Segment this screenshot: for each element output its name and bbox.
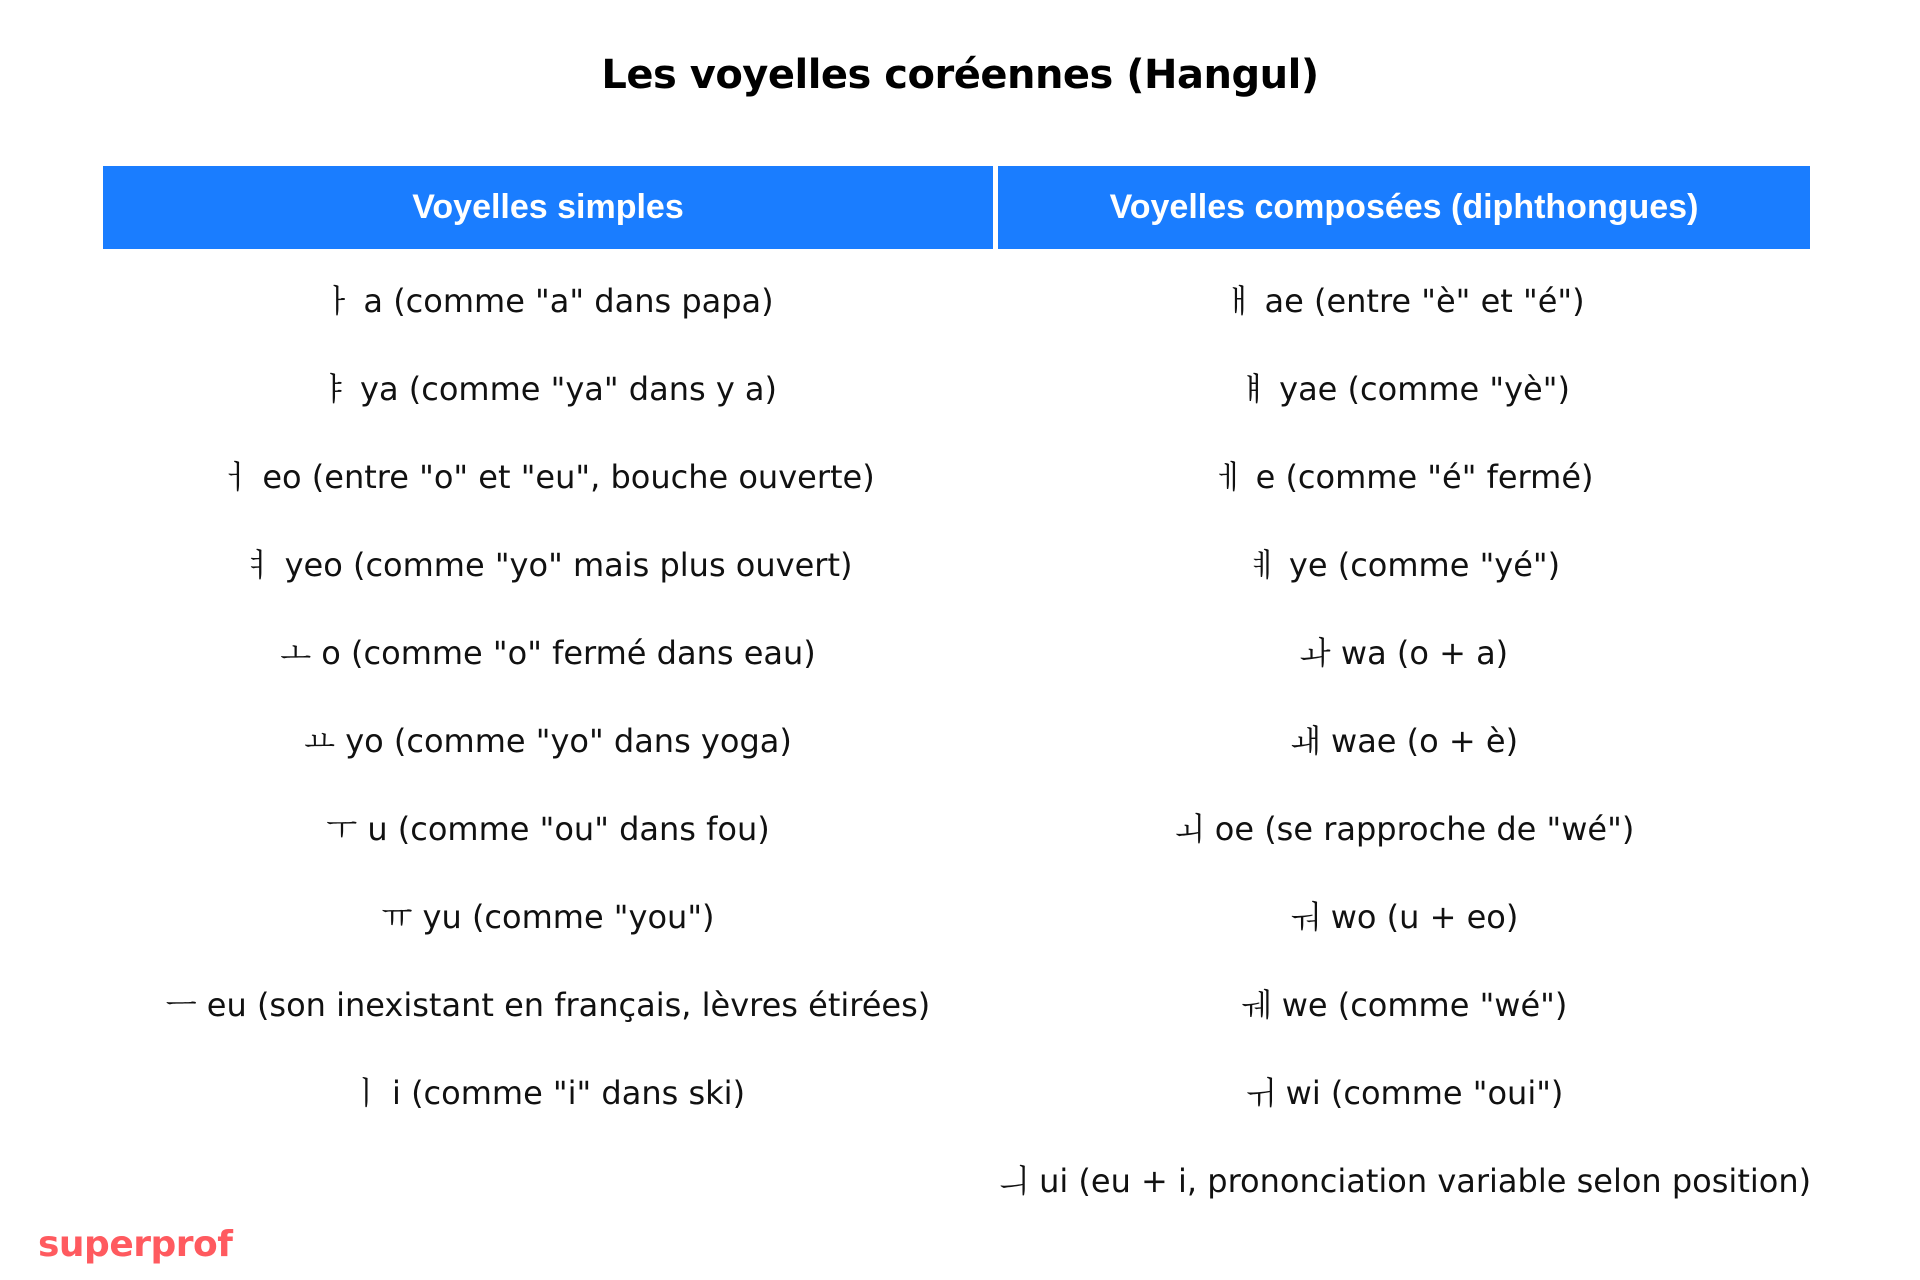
table-header-row (103, 166, 1810, 249)
compound-vowel-cell: ㅖ ye (comme "yé") (1247, 546, 1561, 584)
simple-vowel-cell: ㅜ u (comme "ou" dans fou) (326, 810, 770, 848)
table-row (103, 959, 1810, 1047)
simple-vowel-cell: ㅕ yeo (comme "yo" mais plus ouvert) (243, 546, 853, 584)
table-row (103, 431, 1810, 519)
compound-vowel-cell: ㅞ we (comme "wé") (1240, 986, 1568, 1024)
simple-vowel-cell: ㅑ ya (comme "ya" dans y a) (318, 370, 778, 408)
simple-vowel-cell: ㅗ o (comme "o" fermé dans eau) (280, 634, 816, 672)
table-row (103, 783, 1810, 871)
compound-vowel-cell: ㅢ ui (eu + i, prononciation variable selon position) (998, 1162, 1812, 1200)
superprof-logo: superprof (38, 1224, 233, 1265)
simple-vowel-cell: ㅡ eu (son inexistant en français, lèvres étirées) (165, 986, 931, 1024)
compound-vowel-cell: ㅔ e (comme "é" fermé) (1214, 458, 1594, 496)
table-row (103, 871, 1810, 959)
simple-vowel-cell: ㅠ yu (comme "you") (381, 898, 715, 936)
page-title: Les voyelles coréennes (Hangul) (601, 52, 1319, 98)
compound-vowel-cell: ㅒ yae (comme "yè") (1238, 370, 1570, 408)
header-simple-vowels: Voyelles simples (103, 166, 993, 249)
table-row (103, 519, 1810, 607)
vowels-table (98, 166, 1815, 1223)
compound-vowel-cell: ㅝ wo (u + eo) (1289, 898, 1519, 936)
simple-vowel-cell: ㅏ a (comme "a" dans papa) (322, 282, 774, 320)
compound-vowel-cell: ㅚ oe (se rapproche de "wé") (1173, 810, 1635, 848)
header-compound-vowels: Voyelles composées (diphthongues) (998, 166, 1810, 249)
compound-vowel-cell: ㅐ ae (entre "è" et "é") (1223, 282, 1585, 320)
table-row (103, 249, 1810, 343)
table-row (103, 607, 1810, 695)
simple-vowel-cell (103, 1135, 993, 1223)
table-row (103, 695, 1810, 783)
compound-vowel-cell: ㅘ wa (o + a) (1299, 634, 1509, 672)
simple-vowel-cell: ㅓ eo (entre "o" et "eu", bouche ouverte) (221, 458, 875, 496)
simple-vowel-cell: ㅛ yo (comme "yo" dans yoga) (304, 722, 792, 760)
table-row (103, 1047, 1810, 1135)
table-row (103, 1135, 1810, 1223)
simple-vowel-cell: ㅣ i (comme "i" dans ski) (350, 1074, 746, 1112)
table-row (103, 343, 1810, 431)
compound-vowel-cell: ㅙ wae (o + è) (1289, 722, 1519, 760)
compound-vowel-cell: ㅟ wi (comme "oui") (1244, 1074, 1564, 1112)
